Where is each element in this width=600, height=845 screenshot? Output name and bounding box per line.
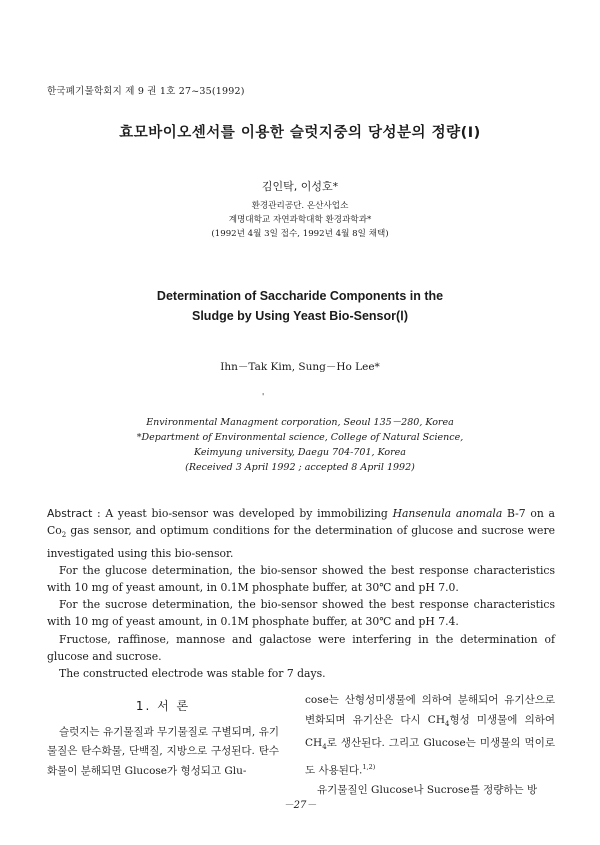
english-affiliation-2: *Department of Environmental science, College of Natural Science, <box>136 432 464 443</box>
abstract-paragraph-2: For the glucose determination, the bio-sensor showed the best response characteristics with 10 mg of yeast amount, in 0.1M phosphate buffer, at 30℃ and pH 7.0. <box>47 563 555 594</box>
stray-mark: ' <box>262 392 265 401</box>
abstract-text: B-7 on a Co <box>47 507 555 538</box>
intro-paragraph-continued <box>305 691 555 781</box>
intro-paragraph: 슬럿지는 유기물질과 무기물질로 구별되며, 유기물질은 탄수화물, 단백질, 지방으로 구성된다. 탄수화물이 분해되면 Glucose가 형성되고 Glu- <box>47 725 279 777</box>
subscript: 4 <box>322 743 327 752</box>
abstract <box>47 505 555 682</box>
section-heading: 1. 서 론 <box>135 699 191 713</box>
english-title-line-2: Sludge by Using Yeast Bio-Sensor(Ⅰ) <box>192 309 408 323</box>
english-authors: Ihn－Tak Kim, Sung－Ho Lee* <box>220 361 380 373</box>
abstract-paragraph-5: The constructed electrode was stable for 7 days. <box>59 666 326 680</box>
body-text: 로 생산된다. 그리고 Glucose는 미생물의 먹이로도 사용된다. <box>305 737 555 777</box>
citation-reference: 1,2) <box>362 762 376 771</box>
english-title <box>0 286 600 326</box>
subscript: 2 <box>61 531 67 540</box>
abstract-paragraph-1 <box>47 505 555 562</box>
intro-right-column <box>305 691 555 800</box>
korean-authors: 김인탁, 이성호* <box>261 180 339 193</box>
species-name: Hansenula anomala <box>392 507 503 520</box>
intro-left-column <box>47 697 279 781</box>
korean-affiliation-1: 환경관리공단. 온산사업소 <box>251 201 349 211</box>
korean-affiliation-2: 계명대학교 자연과학대학 환경과학과* <box>228 215 372 225</box>
english-received-dates: (Received 3 April 1992 ; accepted 8 April 1992) <box>185 462 415 473</box>
english-affiliation-1: Environmental Managment corporation, Seoul 135－280, Korea <box>146 417 454 428</box>
abstract-label: Abstract <box>47 507 93 520</box>
english-title-line-1: Determination of Saccharide Components in the <box>156 289 444 303</box>
abstract-paragraph-3: For the sucrose determination, the bio-sensor showed the best response characteristics with 10 mg of yeast amount, in 0.1M phosphate buffer, at 30℃ and pH 7.4. <box>47 598 555 629</box>
body-text: cose는 산형성미생물에 의하여 분해되어 유기산으로 변화되며 유기산은 다시 CH <box>305 694 555 726</box>
subscript: 4 <box>445 719 450 728</box>
page-number: －27－ <box>283 800 317 811</box>
korean-received-dates: (1992년 4월 3일 접수, 1992년 4월 8일 채택) <box>211 229 389 239</box>
intro-paragraph-2: 유기물질인 Glucose나 Sucrose를 정량하는 방 <box>317 783 538 796</box>
abstract-text: gas sensor, and optimum conditions for the determination of glucose and sucrose were investigated using this bio-sensor. <box>47 524 555 560</box>
journal-header: 한국폐기물학회지 제 9 권 1호 27~35(1992) <box>47 86 245 97</box>
english-affiliation-3: Keimyung university, Daegu 704-701, Korea <box>194 447 406 458</box>
abstract-text: : A yeast bio-sensor was developed by immobilizing <box>92 507 393 520</box>
abstract-paragraph-4: Fructose, raffinose, mannose and galactose were interfering in the determination of glucose and sucrose. <box>47 632 555 663</box>
body-text: 형성 미생물에 의하여 CH <box>305 713 555 750</box>
korean-title: 효모바이오센서를 이용한 슬럿지중의 당성분의 정량(Ⅰ) <box>119 125 481 141</box>
